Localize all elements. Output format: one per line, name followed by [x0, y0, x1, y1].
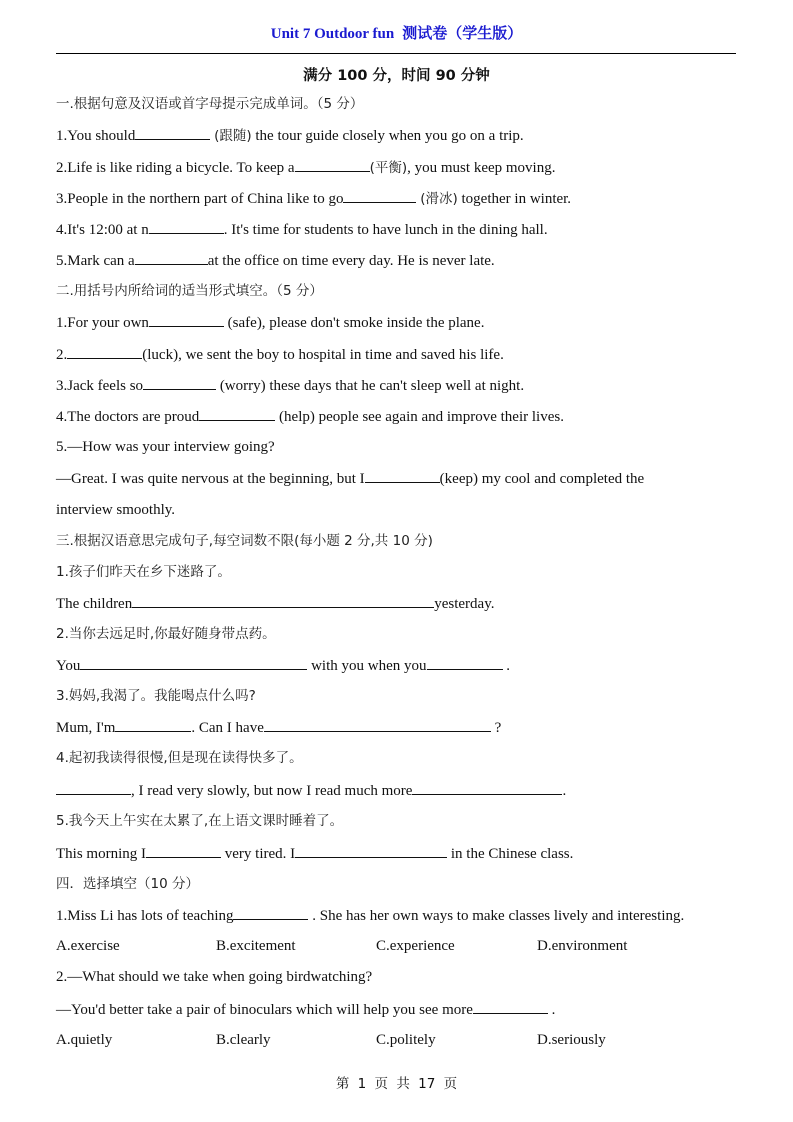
question-text: . It's time for students to have lunch in the dining hall.: [223, 222, 548, 238]
question-text: 5.Mark can a: [56, 253, 135, 269]
question-text: at the office on time every day. He is never late.: [207, 253, 495, 269]
answer-blank[interactable]: [149, 312, 224, 327]
question-continuation: interview smoothly.: [56, 502, 176, 518]
question: 2.—What should we take when going birdwatching?: [56, 969, 373, 985]
question: [56, 344, 504, 365]
question-text: 3.Jack feels so: [56, 378, 144, 394]
answer-blank[interactable]: [295, 157, 370, 172]
question-text: , you must keep moving.: [407, 160, 556, 176]
option-d[interactable]: D.seriously: [537, 1032, 606, 1048]
question: [56, 312, 484, 333]
option-a[interactable]: A.exercise: [56, 938, 120, 954]
question-text: (keep) my cool and completed the: [439, 471, 645, 487]
question: [56, 157, 555, 178]
question-text: 1.You should: [56, 128, 136, 144]
answer-blank[interactable]: [473, 999, 548, 1014]
question-text: yesterday.: [434, 596, 495, 612]
hint: (平衡): [369, 160, 408, 176]
question-text: .: [502, 658, 511, 674]
chinese-prompt: 5.我今天上午实在太累了,在上语文课时睡着了。: [56, 813, 344, 829]
question-text: 1.Miss Li has lots of teaching: [56, 908, 234, 924]
question-text: in the Chinese class.: [447, 846, 574, 862]
question-text: together in winter.: [457, 191, 572, 207]
question: [56, 843, 573, 864]
question-text: —You'd better take a pair of binoculars which will help you see more: [56, 1002, 473, 1018]
option-c[interactable]: C.experience: [376, 938, 455, 954]
question-text: .: [562, 783, 567, 799]
document-title: [0, 22, 793, 43]
question: [56, 188, 571, 209]
hint: (滑冰): [420, 191, 458, 207]
question-text: (worry) these days that he can't sleep well at night.: [216, 378, 525, 394]
section-1-heading: 一.根据句意及汉语或首字母提示完成单词。（5 分）: [56, 96, 364, 112]
question-text: —Great. I was quite nervous at the beginning, but I: [56, 471, 365, 487]
answer-blank[interactable]: [80, 655, 307, 670]
question-text: (luck), we sent the boy to hospital in time and saved his life.: [142, 347, 504, 363]
title-english: Unit 7 Outdoor fun: [270, 26, 395, 42]
question-text: The children: [56, 596, 133, 612]
option-c[interactable]: C.politely: [376, 1032, 436, 1048]
section-4-heading: 四．选择填空（10 分）: [56, 876, 199, 892]
question: [56, 125, 524, 146]
question-text: You: [56, 658, 81, 674]
question-text: . Can I have: [191, 720, 264, 736]
answer-blank[interactable]: [295, 843, 447, 858]
question: [56, 780, 566, 801]
option-b[interactable]: B.clearly: [216, 1032, 271, 1048]
question: [56, 999, 555, 1020]
question: [56, 717, 501, 738]
answer-blank[interactable]: [135, 250, 208, 265]
question-text: with you when you: [307, 658, 427, 674]
chinese-prompt: 4.起初我读得很慢,但是现在读得快多了。: [56, 750, 303, 766]
question-text: ?: [490, 720, 502, 736]
question: [56, 468, 644, 489]
question-text: (safe), please don't smoke inside the plane.: [223, 315, 485, 331]
answer-blank[interactable]: [67, 344, 142, 359]
answer-blank[interactable]: [56, 780, 131, 795]
question-text: 2.: [56, 347, 68, 363]
option-a[interactable]: A.quietly: [56, 1032, 113, 1048]
answer-blank[interactable]: [343, 188, 416, 203]
question-text: 4.The doctors are proud: [56, 409, 200, 425]
question-text: This morning I: [56, 846, 146, 862]
title-chinese: 测试卷（学生版）: [402, 24, 523, 42]
answer-blank[interactable]: [143, 375, 216, 390]
answer-blank[interactable]: [115, 717, 191, 732]
hint: (跟随): [214, 128, 252, 144]
option-d[interactable]: D.environment: [537, 938, 628, 954]
question: 5.—How was your interview going?: [56, 439, 275, 455]
answer-blank[interactable]: [146, 843, 221, 858]
answer-blank[interactable]: [233, 905, 308, 920]
header-divider: [56, 53, 736, 54]
question-text: the tour guide closely when you go on a trip.: [251, 128, 524, 144]
question-text: 1.For your own: [56, 315, 149, 331]
question: [56, 250, 495, 271]
question-text: very tired. I: [221, 846, 296, 862]
question-text: 4.It's 12:00 at n: [56, 222, 149, 238]
answer-blank[interactable]: [365, 468, 440, 483]
page-number: 第 1 页 共 17 页: [335, 1076, 458, 1092]
question-text: .: [547, 1002, 556, 1018]
answer-blank[interactable]: [135, 125, 210, 140]
question-text: 2.Life is like riding a bicycle. To keep a: [56, 160, 295, 176]
question: [56, 655, 510, 676]
answer-blank[interactable]: [427, 655, 503, 670]
answer-blank[interactable]: [132, 593, 434, 608]
section-3-heading: 三.根据汉语意思完成句子,每空词数不限(每小题 2 分,共 10 分): [56, 533, 433, 549]
option-b[interactable]: B.excitement: [216, 938, 296, 954]
section-2-heading: 二.用括号内所给词的适当形式填空。（5 分）: [56, 283, 323, 299]
question-text: . She has her own ways to make classes lively and interesting.: [308, 908, 685, 924]
question-text: (help) people see again and improve their lives.: [275, 409, 564, 425]
question: [56, 593, 494, 614]
question-text: 3.People in the northern part of China like to go: [56, 191, 344, 207]
chinese-prompt: 3.妈妈,我渴了。我能喝点什么吗?: [56, 688, 256, 704]
question: [56, 905, 684, 926]
question-text: Mum, I'm: [56, 720, 116, 736]
answer-blank[interactable]: [199, 406, 275, 421]
question-text: , I read very slowly, but now I read much more: [131, 783, 413, 799]
answer-blank[interactable]: [264, 717, 491, 732]
question: [56, 406, 564, 427]
answer-blank[interactable]: [412, 780, 562, 795]
exam-info: 满分 100 分，时间 90 分钟: [303, 68, 490, 84]
answer-blank[interactable]: [149, 219, 224, 234]
question: [56, 375, 524, 396]
chinese-prompt: 2.当你去远足时,你最好随身带点药。: [56, 626, 276, 642]
chinese-prompt: 1.孩子们昨天在乡下迷路了。: [56, 564, 231, 580]
question: [56, 219, 548, 240]
